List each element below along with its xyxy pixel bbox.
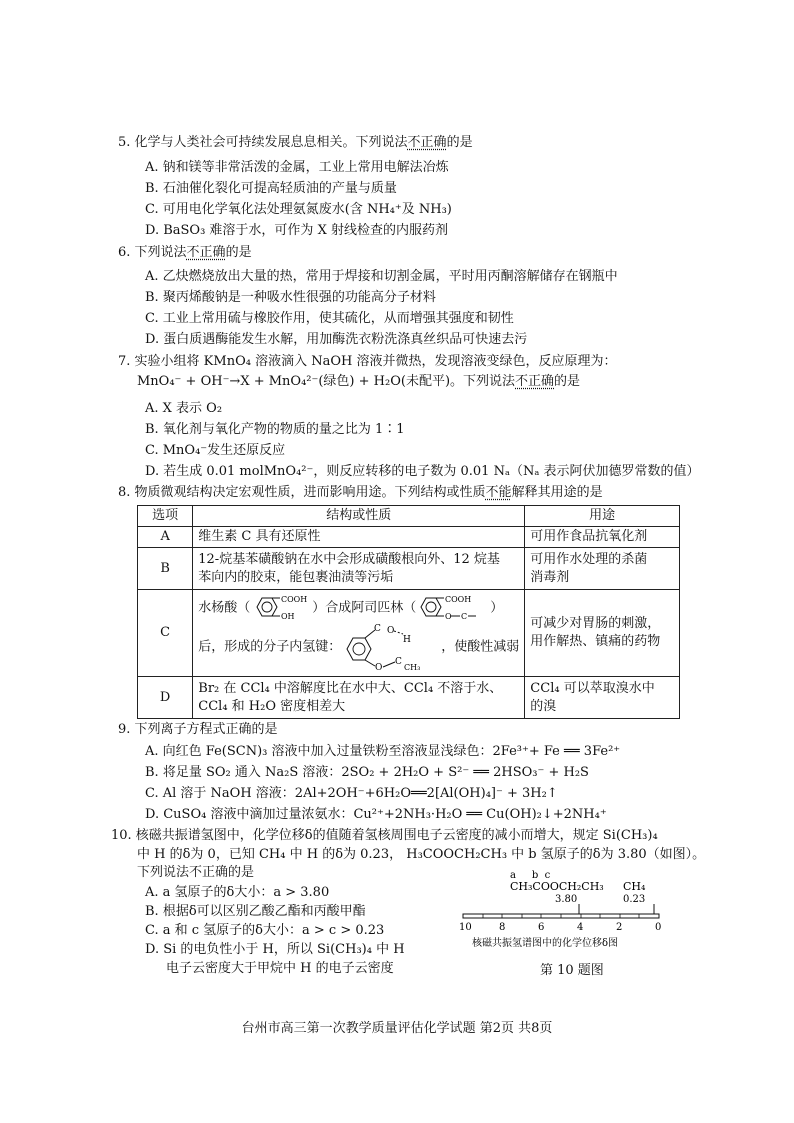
table-row <box>138 677 680 719</box>
q9-option-b: B. 将足量 SO₂ 通入 Na₂S 溶液：2SO₂ + 2H₂O + S²⁻ ══ 2HSO₃⁻ + H₂S <box>145 765 589 780</box>
hydrogen-bond-structure <box>341 622 441 672</box>
q8-table <box>137 505 680 719</box>
cooh-label: COOH <box>281 594 308 604</box>
q7-option-c: C. MnO₄⁻发生还原反应 <box>145 443 286 458</box>
q6-option-c: C. 工业上常用硫与橡胶作用，使其硫化，从而增强其强度和韧性 <box>145 311 514 326</box>
q9-option-d: D. CuSO₄ 溶液中滴加过量浓氨水：Cu²⁺+2NH₃·H₂O ══ Cu(OH)₂↓+2NH₄⁺ <box>145 807 607 822</box>
row-c-line2 <box>198 622 519 673</box>
q10-option-d: D. Si 的电负性小于 H，所以 Si(CH₃)₄ 中 H <box>145 942 405 957</box>
q9-option-c: C. Al 溶于 NaOH 溶液：2Al+2OH⁻+6H₂O══2[Al(OH)₄]⁻ + 3H₂↑ <box>145 786 558 801</box>
row-a-option: A <box>138 527 193 548</box>
tick-2: 2 <box>616 922 623 933</box>
row-c-option: C <box>138 590 193 677</box>
row-c-text2: ）合成阿司匹林（ <box>312 600 417 615</box>
abc-labels: a b c <box>510 870 551 881</box>
shift-023-label: 0.23 <box>623 894 646 905</box>
q5-option-d: D. BaSO₃ 难溶于水，可作为 X 射线检查的内服药剂 <box>145 223 448 238</box>
q9-stem: 9. 下列离子方程式正确的是 <box>118 722 278 737</box>
row-d-use-line1: CCl₄ 可以萃取溴水中 <box>530 680 655 696</box>
nmr-shift-figure <box>455 868 665 948</box>
q6-option-d: D. 蛋白质遇酶能发生水解，用加酶洗衣粉洗涤真丝织品可快速去污 <box>145 332 528 347</box>
tick-0: 0 <box>655 922 662 933</box>
row-c-text3: ） <box>490 600 504 615</box>
tick-10: 10 <box>459 922 472 933</box>
row-b-use-line2: 消毒剂 <box>530 569 570 585</box>
table-row <box>138 590 680 677</box>
header-use: 用途 <box>525 506 680 527</box>
tick-4: 4 <box>577 922 584 933</box>
figure-title: 第 10 题图 <box>540 963 604 978</box>
table-row <box>138 527 680 548</box>
q10-option-b: B. 根据δ可以区别乙酸乙酯和丙酸甲酯 <box>145 904 366 919</box>
shift-380-label: 3.80 <box>555 894 578 905</box>
q7-option-b: B. 氧化剂与氧化产物的物质的量之比为 1∶1 <box>145 422 405 437</box>
header-option: 选项 <box>138 506 193 527</box>
row-c-use <box>525 590 680 677</box>
row-d-structure-line1: Br₂ 在 CCl₄ 中溶解度比在水中大、CCl₄ 不溶于水、 <box>198 680 503 696</box>
aspirin-structure <box>416 594 490 622</box>
q7-stem: 7. 实验小组将 KMnO₄ 溶液滴入 NaOH 溶液并微热，发现溶液变绿色，反应原理为： <box>118 354 617 369</box>
tick-8: 8 <box>499 922 506 933</box>
header-structure: 结构或性质 <box>193 506 525 527</box>
salicylic-acid-structure <box>250 594 312 622</box>
row-c-text5: ，使酸性减弱 <box>441 639 520 655</box>
row-d-use <box>525 677 680 719</box>
table-row <box>138 548 680 590</box>
row-d-structure <box>193 677 525 719</box>
q10-stem-line3: 下列说法不正确的是 <box>137 865 255 880</box>
q10-option-c: C. a 和 c 氢原子的δ大小：a > c > 0.23 <box>145 923 385 938</box>
figure-caption: 核磁共振氢谱图中的化学位移δ图 <box>472 938 619 948</box>
row-d-structure-line2: CCl₄ 和 H₂O 密度相差大 <box>198 698 346 714</box>
row-b-structure-line1: 12-烷基苯磺酸钠在水中会形成磺酸根向外、12 烷基 <box>198 551 500 567</box>
row-a-use: 可用作食品抗氧化剂 <box>525 527 680 548</box>
axis-minor-ticks <box>483 914 639 918</box>
q10-stem-line2: 中 H 的δ为 0，已知 CH₄ 中 H 的δ为 0.23， H₃COOCH₂CH₃ 中 b 氢原子的δ为 3.80（如图）。 <box>137 847 706 862</box>
q10-option-a: A. a 氢原子的δ大小：a > 3.80 <box>145 885 330 900</box>
row-b-use <box>525 548 680 590</box>
q10-option-d-cont: 电子云密度大于甲烷中 H 的电子云密度 <box>166 961 394 976</box>
row-b-structure <box>193 548 525 590</box>
row-d-option: D <box>138 677 193 719</box>
q9-option-a: A. 向红色 Fe(SCN)₃ 溶液中加入过量铁粉至溶液显浅绿色：2Fe³⁺+ Fe ══ 3Fe²⁺ <box>145 744 621 759</box>
q8-table-header <box>138 506 680 527</box>
aspirin-c-label: C <box>461 611 468 621</box>
q5-option-a: A. 钠和镁等非常活泼的金属，工业上常用电解法冶炼 <box>145 160 449 175</box>
row-c-structure <box>193 590 525 677</box>
q7-equation: MnO₄⁻ + OH⁻→X + MnO₄²⁻(绿色) + H₂O(未配平)。下列说法不正确的是 <box>137 374 581 389</box>
hb-c2-label: C <box>395 657 403 667</box>
aspirin-o-label: O <box>445 611 452 621</box>
row-b-use-line1: 可用作水处理的杀菌 <box>530 551 648 567</box>
q5-option-b: B. 石油催化裂化可提高轻质油的产量与质量 <box>145 181 397 196</box>
aspirin-cooh-label: COOH <box>445 594 472 604</box>
hb-ch3-label: CH₃ <box>404 663 421 672</box>
row-a-structure: 维生素 C 具有还原性 <box>193 527 525 548</box>
row-c-text4: 后，形成的分子内氢键： <box>198 639 342 655</box>
hb-o2-label: O <box>375 663 383 672</box>
tick-6: 6 <box>538 922 545 933</box>
row-c-line1 <box>198 594 519 623</box>
row-c-use-line1: 可减少对胃肠的刺激， <box>530 616 661 631</box>
row-d-use-line2: 的溴 <box>530 698 557 714</box>
q6-option-a: A. 乙炔燃烧放出大量的热，常用于焊接和切割金属，平时用丙酮溶解储存在钢瓶中 <box>145 269 618 284</box>
page-footer: 台州市高三第一次教学质量评估化学试题 第2页 共8页 <box>241 1021 553 1036</box>
ethyl-acetate-label: CH₃COOCH₂CH₃ <box>510 880 604 893</box>
q7-option-a: A. X 表示 O₂ <box>145 401 223 416</box>
methane-label: CH₄ <box>623 880 646 893</box>
hb-h-label: H <box>403 635 412 645</box>
hb-c-label: C <box>374 624 382 634</box>
oh-label: OH <box>281 611 295 621</box>
q10-stem-line1: 10. 核磁共振谱氢图中，化学位移δ的值随着氢核周围电子云密度的减小而增大，规定 Si(CH₃)₄ <box>111 828 658 843</box>
row-c-use-line2: 用作解热、镇痛的药物 <box>530 634 661 649</box>
q7-option-d: D. 若生成 0.01 molMnO₄²⁻，则反应转移的电子数为 0.01 Nₐ（Nₐ 表示阿伏加德罗常数的值） <box>145 464 700 479</box>
row-b-option: B <box>138 548 193 590</box>
q5-stem: 5. 化学与人类社会可持续发展息息相关。下列说法不正确的是 <box>118 135 473 150</box>
hb-o1-label: O <box>387 626 395 636</box>
row-c-text1: 水杨酸（ <box>198 600 251 615</box>
row-b-structure-line2: 苯向内的胶束，能包裹油渍等污垢 <box>198 569 394 585</box>
q6-option-b: B. 聚丙烯酸钠是一种吸水性很强的功能高分子材料 <box>145 290 436 305</box>
q6-stem: 6. 下列说法不正确的是 <box>118 245 252 260</box>
q8-stem: 8. 物质微观结构决定宏观性质，进而影响用途。下列结构或性质不能解释其用途的是 <box>118 485 603 500</box>
q5-option-c: C. 可用电化学氧化法处理氨氮废水(含 NH₄⁺及 NH₃) <box>145 202 452 217</box>
